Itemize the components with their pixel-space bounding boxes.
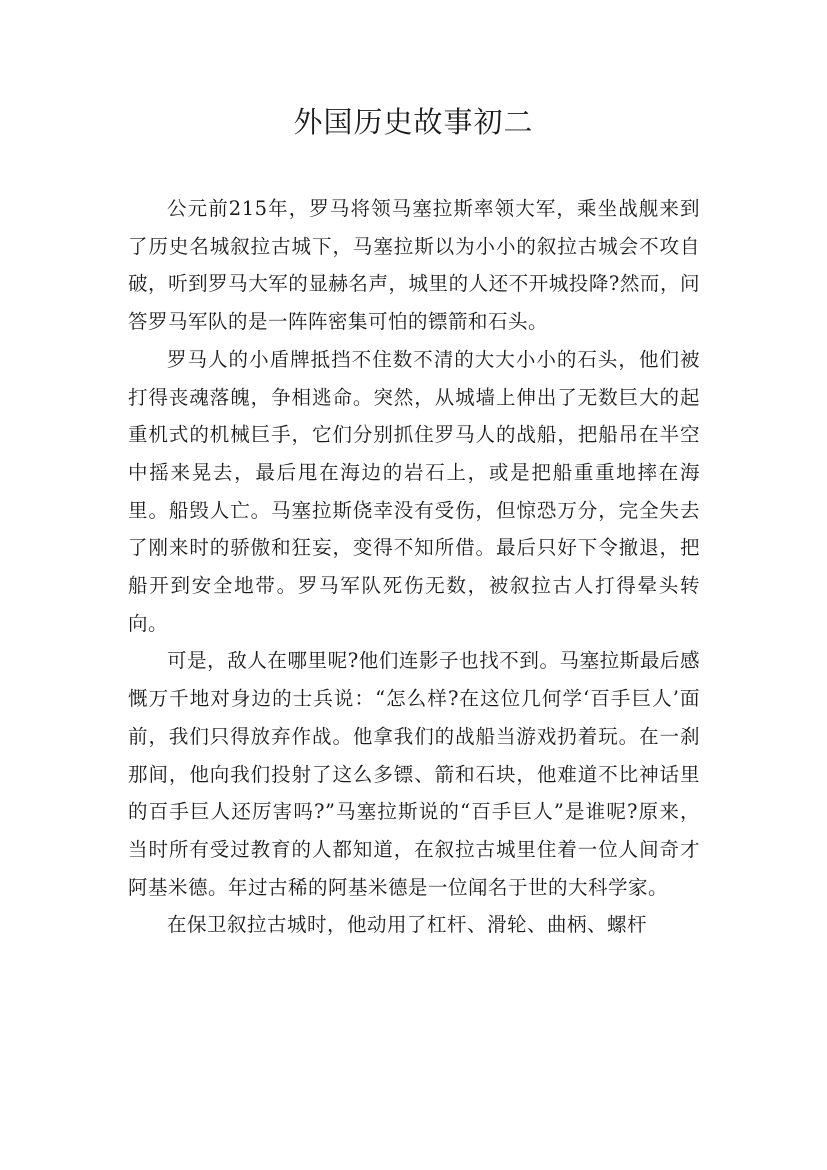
paragraph-3: 可是，敌人在哪里呢?他们连影子也找不到。马塞拉斯最后感慨万千地对身边的士兵说：“怎么样?在这位几何学‘百手巨人’面前，我们只得放弃作战。他拿我们的战船当游戏扔着玩。在一刹那间，他向我们投射了这么多镖、箭和石块，他难道不比神话里的百手巨人还厉害吗?”马塞拉斯说的“百手巨人”是谁呢?原来，当时所有受过教育的人都知道，在叙拉古城里住着一位人间奇才阿基米德。年过古稀的阿基米德是一位闻名于世的大科学家。 <box>128 649 700 899</box>
document-body <box>128 190 700 944</box>
document-title: 外国历史故事初二 <box>293 105 534 139</box>
paragraph-1: 公元前215年，罗马将领马塞拉斯率领大军，乘坐战舰来到了历史名城叙拉古城下，马塞拉斯以为小小的叙拉古城会不攻自破，听到罗马大军的显赫名声，城里的人还不开城投降?然而，问答罗马军队的是一阵阵密集可怕的镖箭和石头。 <box>128 197 700 334</box>
paragraph-2: 罗马人的小盾牌抵挡不住数不清的大大小小的石头，他们被打得丧魂落魄，争相逃命。突然，从城墙上伸出了无数巨大的起重机式的机械巨手，它们分别抓住罗马人的战船，把船吊在半空中摇来晃去，最后甩在海边的岩石上，或是把船重重地摔在海里。船毁人亡。马塞拉斯侥幸没有受伤，但惊恐万分，完全失去了刚来时的骄傲和狂妄，变得不知所借。最后只好下令撤退，把船开到安全地带。罗马军队死伤无数，被叙拉古人打得晕头转向。 <box>128 347 700 635</box>
paragraph-4: 在保卫叙拉古城时，他动用了杠杆、滑轮、曲柄、螺杆 <box>167 913 648 937</box>
